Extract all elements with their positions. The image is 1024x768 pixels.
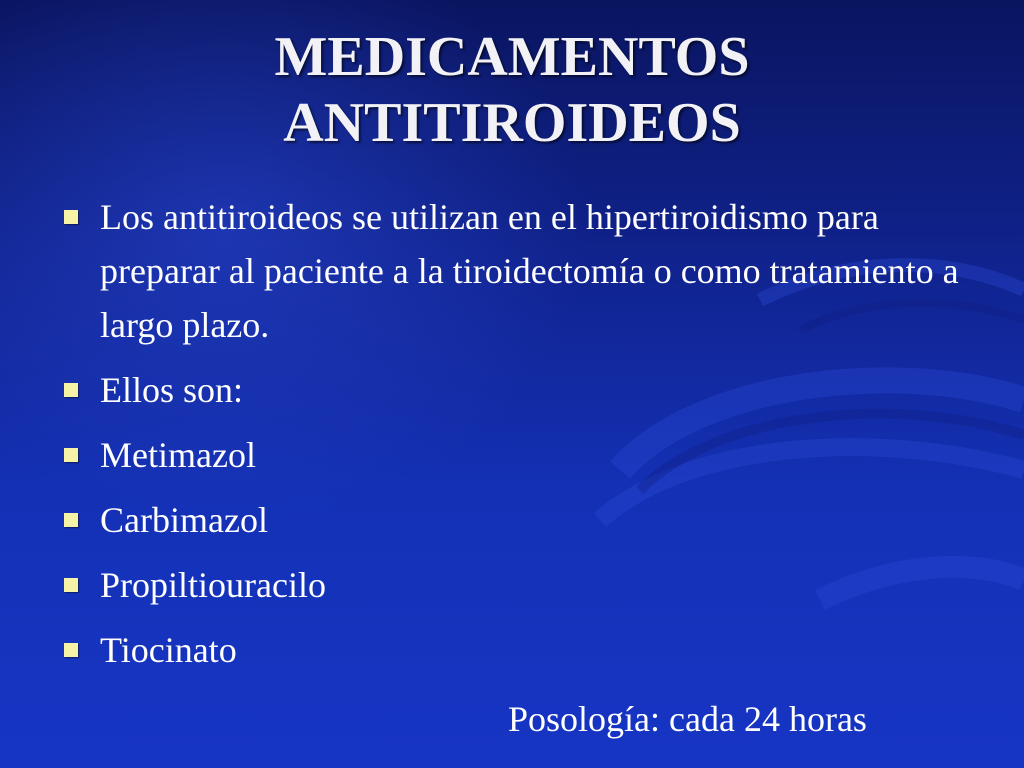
bullet-text: Propiltiouracilo <box>100 565 326 605</box>
square-bullet-icon <box>64 383 78 397</box>
square-bullet-icon <box>64 513 78 527</box>
bullet-text: Tiocinato <box>100 630 237 670</box>
bullet-list <box>62 190 982 688</box>
slide-title <box>0 24 1024 156</box>
bullet-item <box>62 623 982 677</box>
bullet-item <box>62 558 982 612</box>
slide-title-line-1: MEDICAMENTOS <box>274 26 750 88</box>
dosage-note: Posología: cada 24 horas <box>508 699 867 739</box>
bullet-item <box>62 493 982 547</box>
square-bullet-icon <box>64 578 78 592</box>
square-bullet-icon <box>64 210 78 224</box>
bullet-text: Los antitiroideos se utilizan en el hipertiroidismo para preparar al paciente a la tiroidectomía o como tratamiento a largo plazo. <box>100 197 959 345</box>
bullet-text: Metimazol <box>100 435 256 475</box>
slide-title-line-2: ANTITIROIDEOS <box>283 92 741 154</box>
square-bullet-icon <box>64 448 78 462</box>
bullet-item <box>62 428 982 482</box>
bullet-text: Ellos son: <box>100 370 244 410</box>
bullet-item <box>62 363 982 417</box>
bullet-text: Carbimazol <box>100 500 268 540</box>
square-bullet-icon <box>64 643 78 657</box>
bullet-item <box>62 190 982 352</box>
